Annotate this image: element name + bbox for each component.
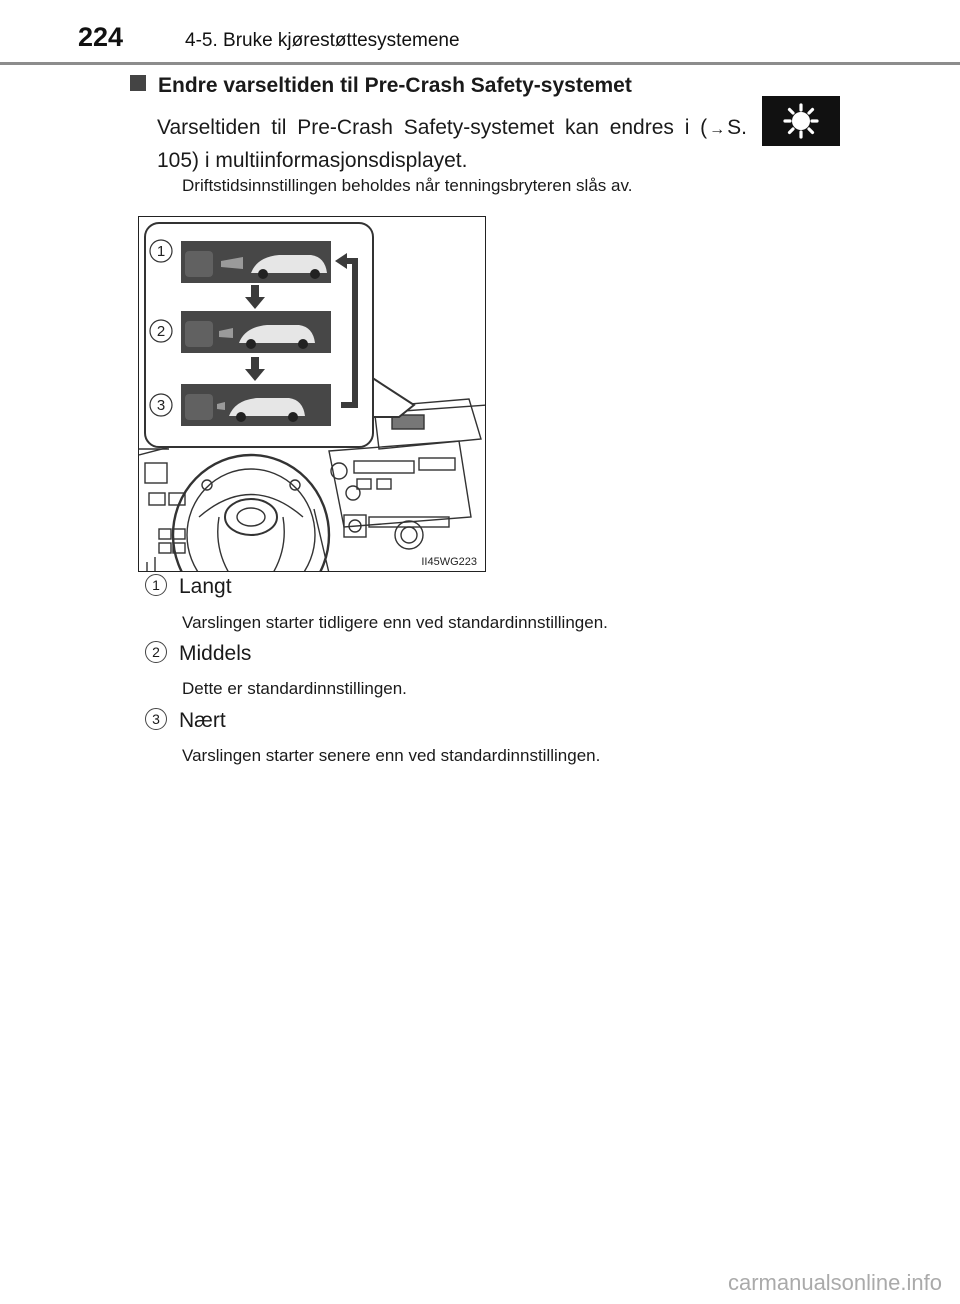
item-description: Varslingen starter tidligere enn ved standardinnstillingen.	[182, 613, 608, 632]
item-number-badge: 3	[145, 708, 167, 730]
heading-bullet	[130, 75, 146, 91]
item-description: Dette er standardinnstillingen.	[182, 679, 407, 698]
figure-code: II45WG223	[421, 556, 477, 568]
callout-1: 1	[156, 243, 166, 260]
arrow-right-icon: →	[709, 121, 726, 138]
page-number: 224	[78, 22, 124, 52]
item-number-badge: 1	[145, 574, 167, 596]
list-item	[145, 641, 251, 666]
paragraph-text-1: Varseltiden til Pre-Crash Safety-systemet kan endres i (	[157, 116, 708, 139]
section-paragraph	[157, 112, 747, 176]
header-divider	[0, 62, 960, 65]
section-heading	[130, 74, 632, 98]
item-number-badge: 2	[145, 641, 167, 663]
item-label: Middels	[179, 642, 252, 665]
item-description: Varslingen starter senere enn ved standardinnstillingen.	[182, 746, 601, 765]
callout-2: 2	[156, 323, 166, 340]
chapter-title: 4-5. Bruke kjørestøttesystemene	[185, 30, 460, 51]
item-label: Nært	[179, 709, 226, 732]
callout-3: 3	[156, 397, 166, 414]
dashboard-drawing	[139, 217, 486, 572]
note-text: Driftstidsinnstillingen beholdes når tenningsbryteren slås av.	[182, 176, 633, 195]
list-item	[145, 708, 226, 733]
watermark-text: carmanualsonline.info	[727, 1270, 942, 1295]
paragraph-text-2: ) i multiinformasjonsdisplayet.	[192, 149, 468, 172]
item-label: Langt	[179, 575, 232, 598]
list-item	[145, 574, 232, 599]
dashboard-illustration	[138, 216, 486, 572]
gear-icon	[762, 96, 840, 146]
page-reference-link[interactable]: S. 105	[157, 116, 747, 172]
section-heading-text: Endre varseltiden til Pre-Crash Safety-systemet	[158, 74, 632, 97]
section-tab	[762, 96, 840, 146]
